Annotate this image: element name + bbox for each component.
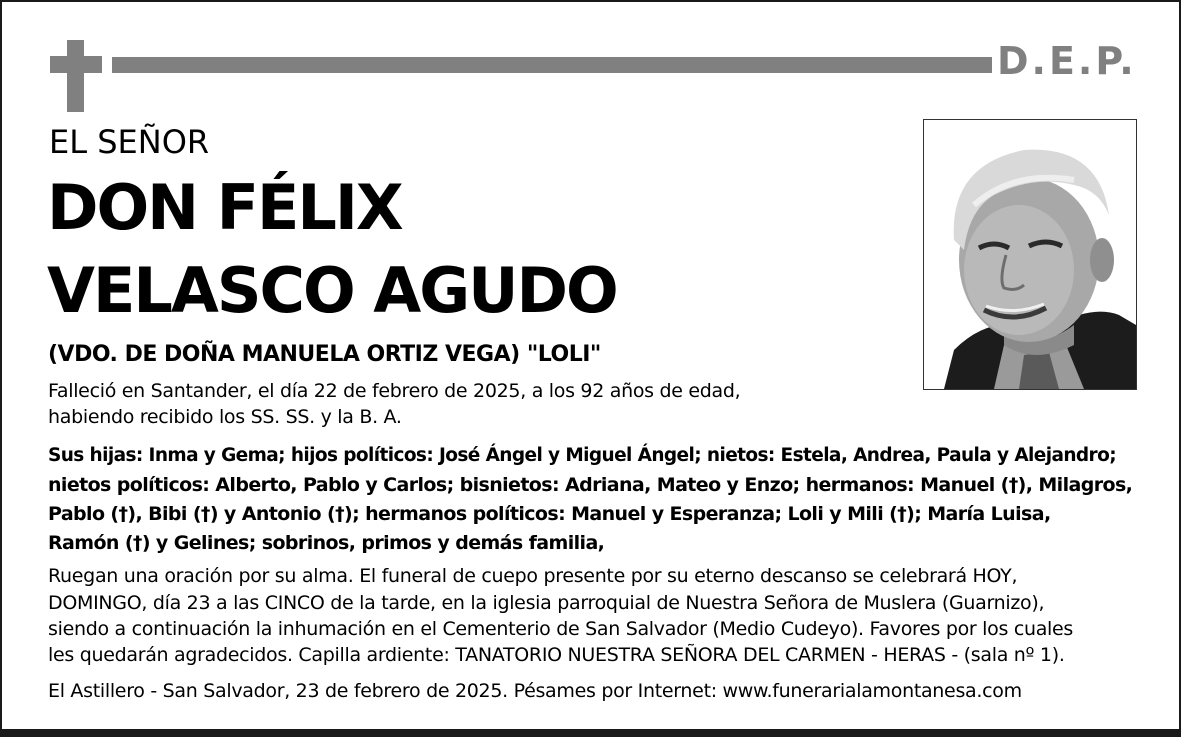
header-rule xyxy=(112,57,992,73)
footer-line: El Astillero - San Salvador, 23 de febrero de 2025. Pésames por Internet: www.funerarialamontanesa.com xyxy=(48,680,1022,702)
funeral-line: Ruegan una oración por su alma. El funeral de cuepo presente por su eterno descanso se celebrará HOY, xyxy=(48,565,1018,587)
family-line: nietos políticos: Alberto, Pablo y Carlos; bisnietos: Adriana, Mateo y Enzo; hermanos: Manuel (†), Milagros, xyxy=(48,474,1133,496)
widower-note: (VDO. DE DOÑA MANUELA ORTIZ VEGA) "LOLI" xyxy=(48,342,601,367)
deceased-name-line1: DON FÉLIX xyxy=(47,171,402,244)
title-prefix: EL SEÑOR xyxy=(49,123,210,161)
family-line: Sus hijas: Inma y Gema; hijos políticos: José Ángel y Miguel Ángel; nietos: Estela, Andrea, Paula y Alejandro; xyxy=(48,445,1116,466)
portrait-photo xyxy=(923,119,1137,390)
funeral-line: siendo a continuación la inhumación en el Cementerio de San Salvador (Medio Cudeyo). Favores por los cuales xyxy=(48,618,1074,640)
funeral-line: les quedarán agradecidos. Capilla ardiente: TANATORIO NUESTRA SEÑORA DEL CARMEN - HERAS - (sala nº 1). xyxy=(48,644,1065,666)
funeral-line: DOMINGO, día 23 a las CINCO de la tarde, en la iglesia parroquial de Nuestra Señora de Muslera (Guarnizo), xyxy=(48,592,1045,614)
cross-icon xyxy=(50,40,102,112)
family-line: Pablo (†), Bibi (†) y Antonio (†); hermanos políticos: Manuel y Esperanza; Loli y Mili (†); María Luisa, xyxy=(48,503,1051,525)
death-notice-line: Falleció en Santander, el día 22 de febrero de 2025, a los 92 años de edad, xyxy=(48,380,741,402)
death-notice-line: habiendo recibido los SS. SS. y la B. A. xyxy=(48,406,402,428)
family-line: Ramón (†) y Gelines; sobrinos, primos y demás familia, xyxy=(48,532,605,554)
dep-label: D.E.P. xyxy=(997,39,1137,83)
deceased-name-line2: VELASCO AGUDO xyxy=(47,254,617,327)
